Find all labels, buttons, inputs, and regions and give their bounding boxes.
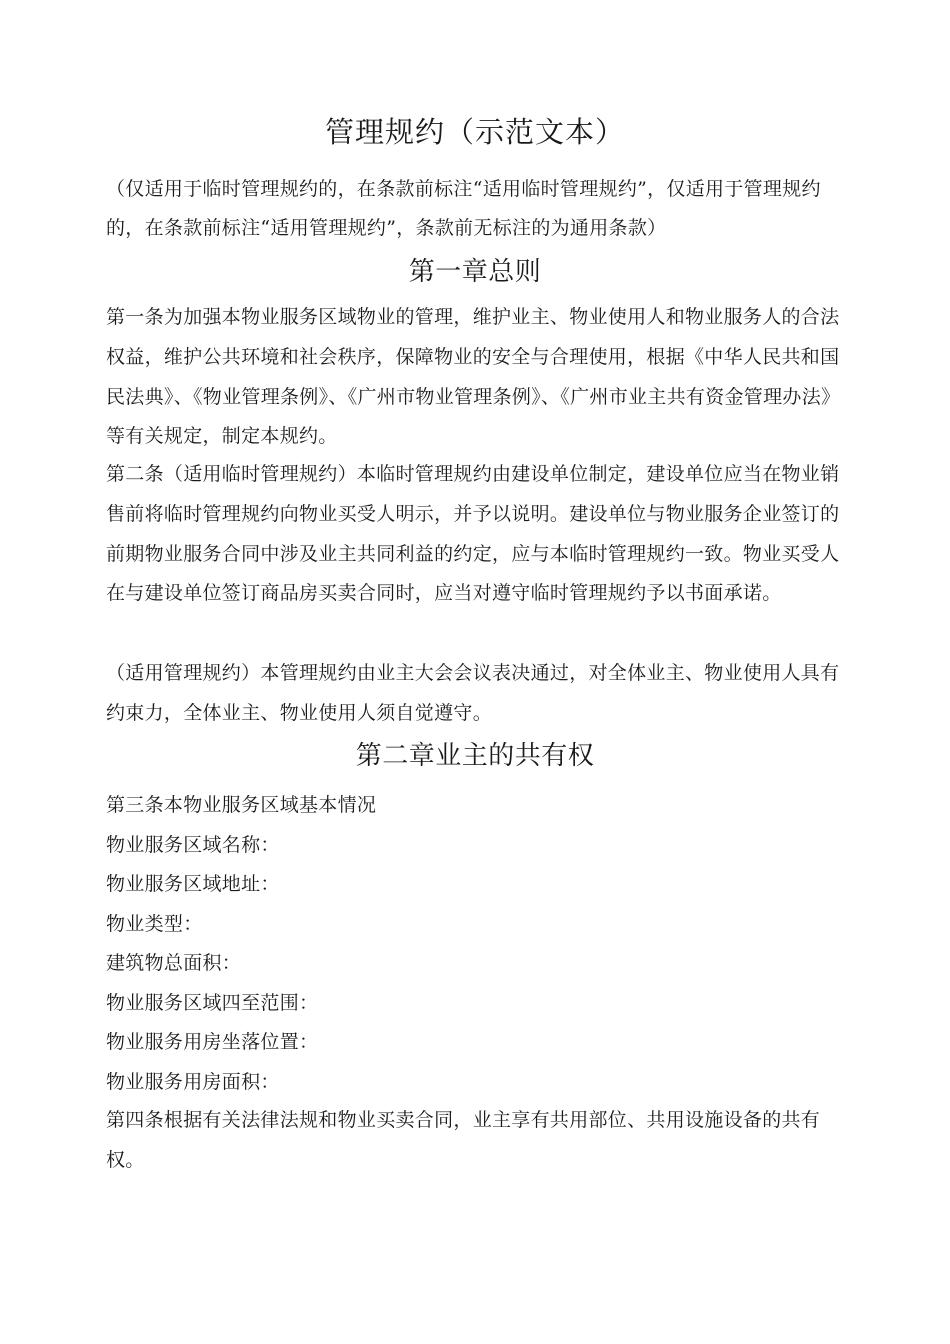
article-2-formal: （适用管理规约）本管理规约由业主大会会议表决通过，对全体业主、物业使用人具有约束力，全体业主、物业使用人须自觉遵守。 bbox=[106, 662, 840, 724]
info-field-boundaries: 物业服务区域四至范围： bbox=[106, 991, 319, 1014]
info-field-service-room-location: 物业服务用房坐落位置： bbox=[106, 1031, 319, 1053]
info-field-area-name: 物业服务区域名称： bbox=[106, 833, 280, 856]
scope-note: （仅适用于临时管理规约的，在条款前标注“适用临时管理规约”，仅适用于管理规约的，在条款前标注“适用管理规约”，条款前无标注的为通用条款） bbox=[106, 178, 821, 239]
article-4: 第四条根据有关法律法规和物业买卖合同，业主享有共用部位、共用设施设备的共有权。 bbox=[106, 1109, 821, 1171]
article-3-heading: 第三条本物业服务区域基本情况 bbox=[106, 794, 377, 816]
info-field-total-floor-area: 建筑物总面积： bbox=[106, 952, 242, 974]
chapter-title: 第一章总则 bbox=[408, 257, 542, 287]
article-2-temporary: 第二条（适用临时管理规约）本临时管理规约由建设单位制定，建设单位应当在物业销售前将临时管理规约向物业买受人明示，并予以说明。建设单位与物业服务企业签订的前期物业服务合同中涉及业主共同利益的约定，应与本临时管理规约一致。物业买受人在与建设单位签订商品房买卖合同时，应当对遵守临时管理规约予以书面承诺。 bbox=[106, 463, 840, 605]
info-field-area-address: 物业服务区域地址： bbox=[106, 873, 280, 895]
document-title: 管理规约（示范文本） bbox=[324, 115, 625, 149]
article-1: 第一条为加强本物业服务区域物业的管理，维护业主、物业使用人和物业服务人的合法权益，维护公共环境和社会秩序，保障物业的安全与合理使用，根据《中华人民共和国民法典》、《物业管理条例》、《广州市物业管理条例》、《广州市业主共有资金管理办法》等有关规定，制定本规约。 bbox=[106, 306, 841, 448]
info-field-property-type: 物业类型： bbox=[106, 912, 203, 935]
property-info-list bbox=[106, 786, 846, 1102]
chapter-title: 第二章业主的共有权 bbox=[355, 741, 595, 771]
info-field-service-room-area: 物业服务用房面积： bbox=[106, 1070, 280, 1093]
